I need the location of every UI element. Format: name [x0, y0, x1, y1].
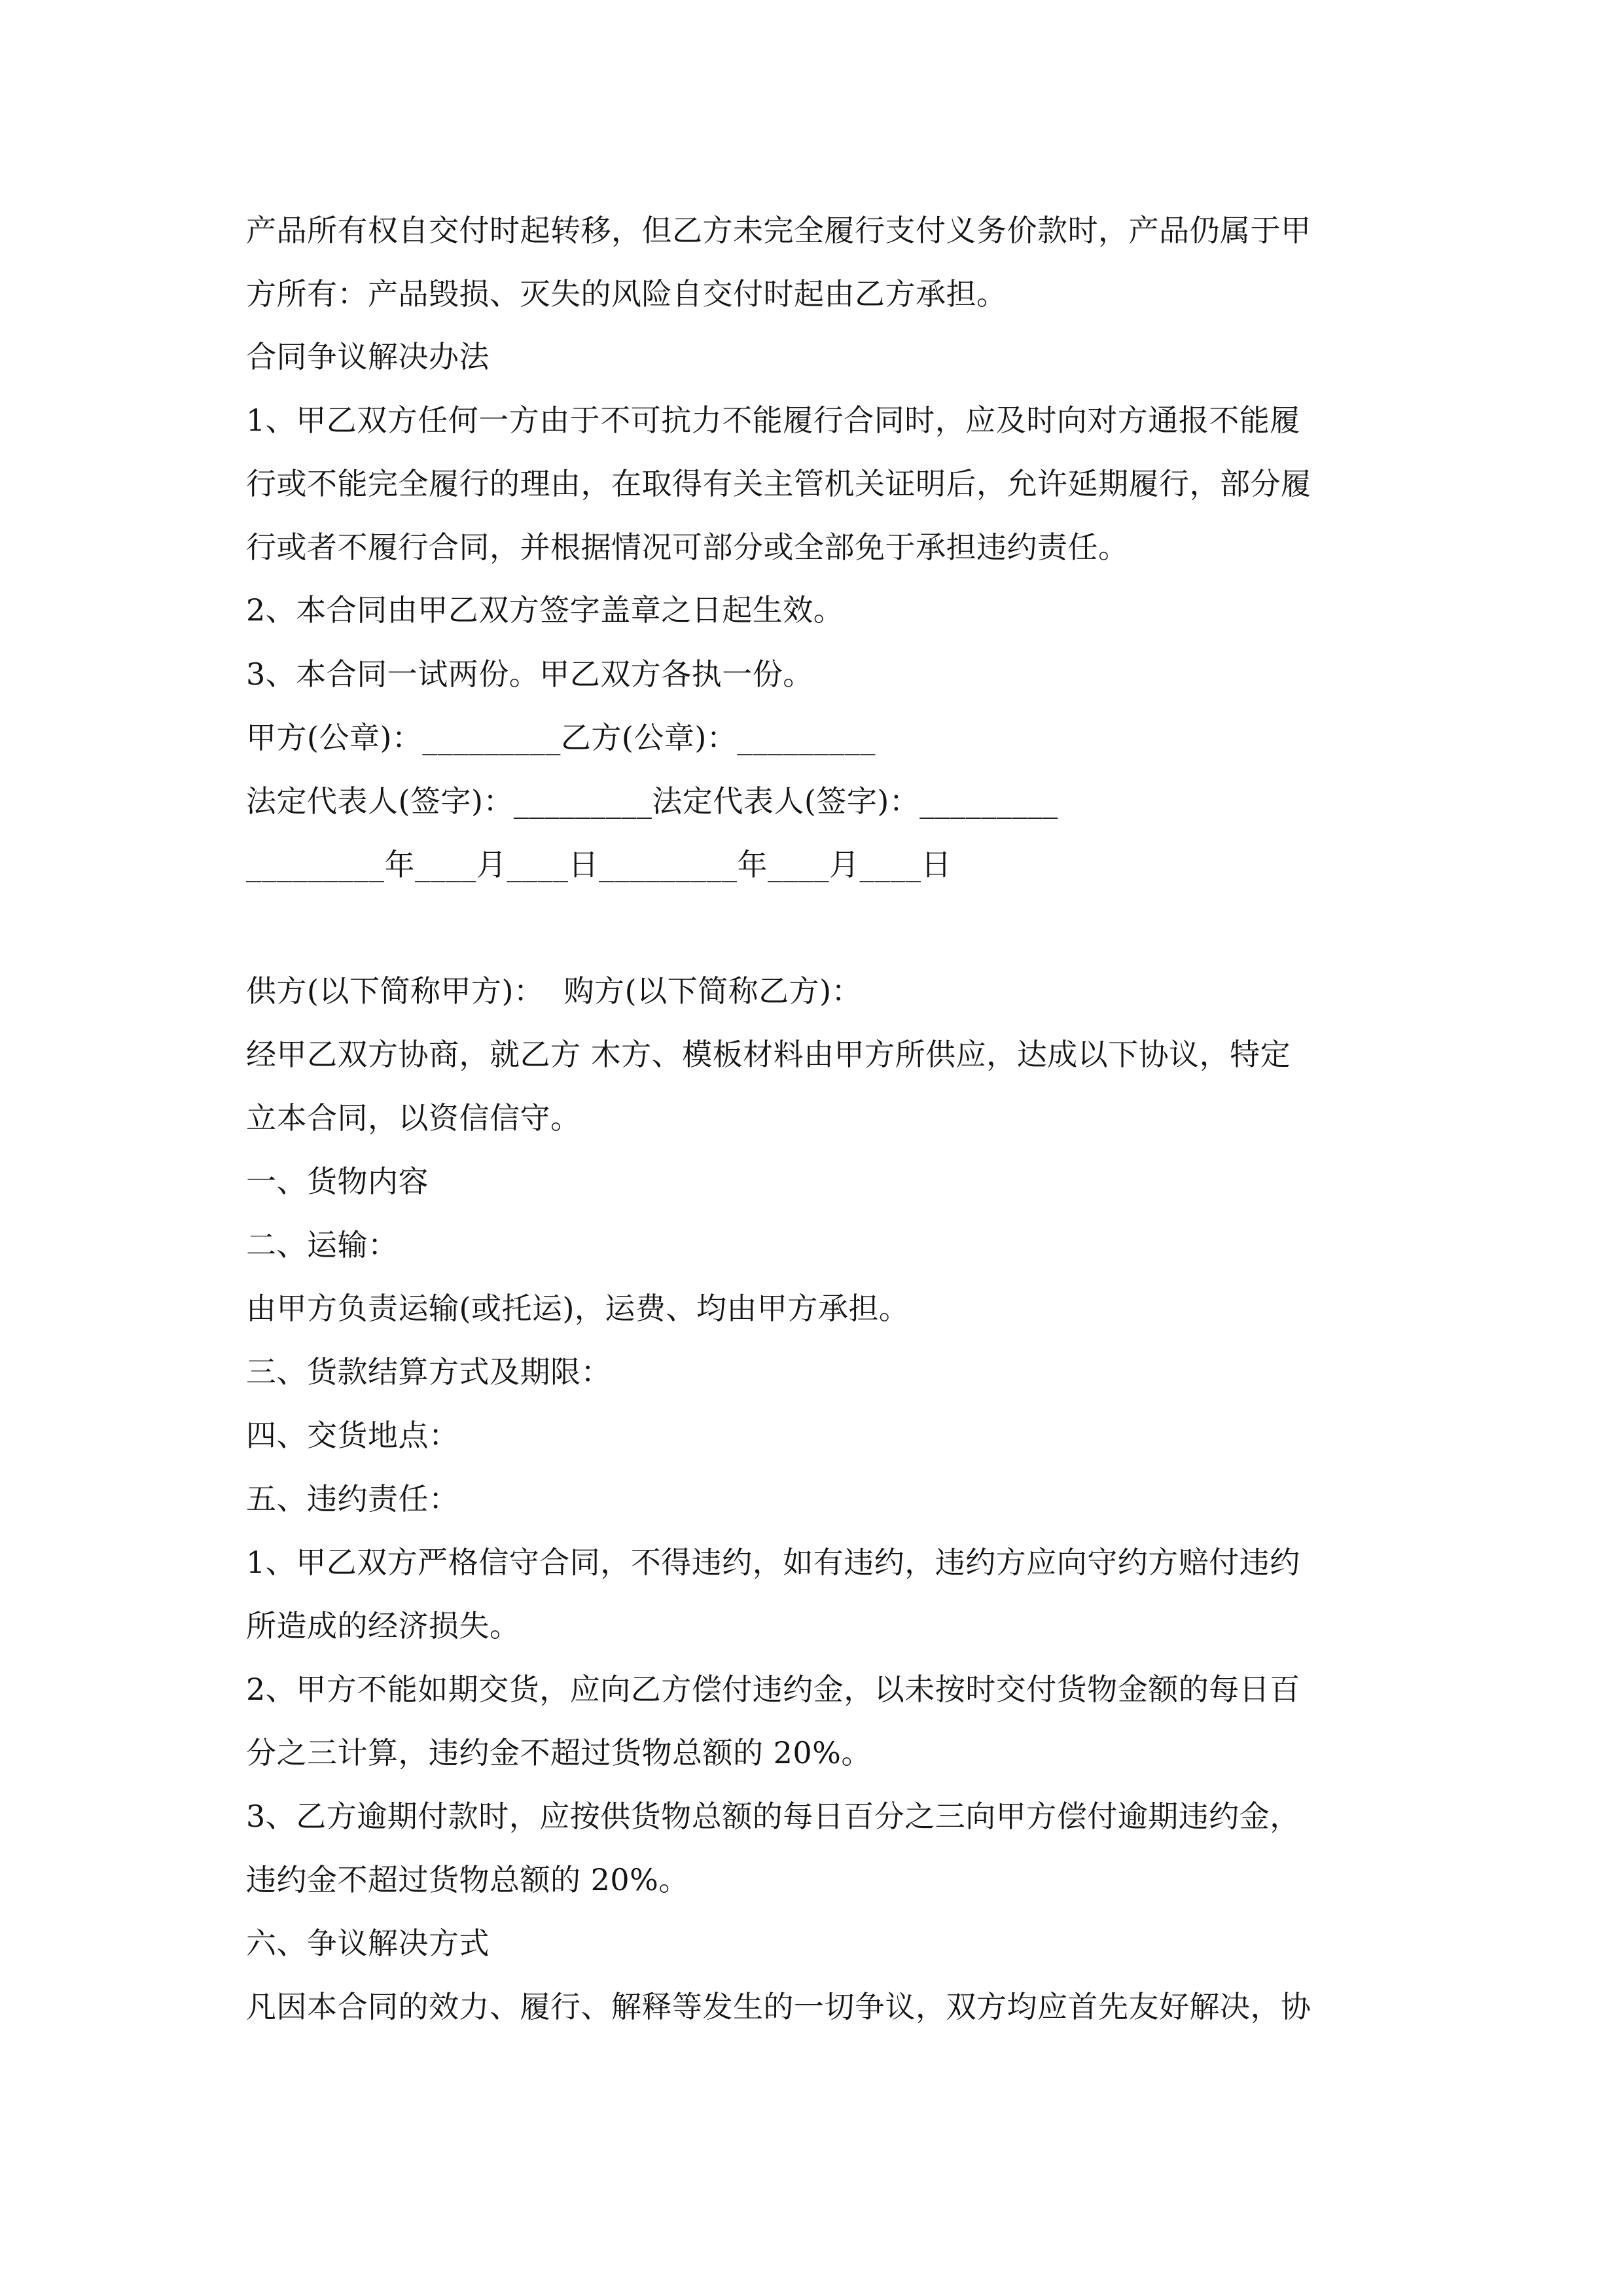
text-line: 3、本合同一试两份。甲乙双方各执一份。: [246, 656, 813, 692]
text-line: 方所有：产品毁损、灭失的风险自交付时起由乙方承担。: [246, 276, 1007, 312]
section-heading: 二、运输：: [246, 1227, 399, 1263]
text-line: 产品所有权自交付时起转移，但乙方未完全履行支付义务价款时，产品仍属于甲: [246, 213, 1311, 248]
date-line: _________年____月____日_________年____月____日: [246, 847, 952, 882]
text-line: 2、本合同由甲乙双方签字盖章之日起生效。: [246, 592, 844, 628]
text-line: 凡因本合同的效力、履行、解释等发生的一切争议，双方均应首先友好解决，协: [246, 1989, 1311, 2024]
parties-line: 供方(以下简称甲方)： 购方(以下简称乙方)：: [246, 973, 863, 1009]
text-line: 由甲方负责运输(或托运)，运费、均由甲方承担。: [246, 1291, 910, 1326]
text-line: 行或不能完全履行的理由，在取得有关主管机关证明后，允许延期履行，部分履: [246, 466, 1311, 501]
section-heading: 合同争议解决办法: [246, 339, 490, 374]
section-heading: 三、货款结算方式及期限：: [246, 1354, 611, 1390]
text-line: 行或者不履行合同，并根据情况可部分或全部免于承担违约责任。: [246, 529, 1129, 565]
text-line: 1、甲乙双方任何一方由于不可抗力不能履行合同时，应及时向对方通报不能履: [246, 403, 1300, 438]
text-line: 经甲乙双方协商，就乙方 木方、模板材料由甲方所供应，达成以下协议，特定: [246, 1037, 1291, 1072]
section-heading: 五、违约责任：: [246, 1481, 459, 1516]
text-line: 分之三计算，违约金不超过货物总额的 20%。: [246, 1735, 872, 1770]
section-heading: 六、争议解决方式: [246, 1926, 490, 1961]
text-line: 2、甲方不能如期交货，应向乙方偿付违约金，以未按时交付货物金额的每日百: [246, 1672, 1300, 1707]
text-line: 违约金不超过货物总额的 20%。: [246, 1862, 689, 1897]
text-line: 立本合同，以资信信守。: [246, 1100, 581, 1136]
text-line: 3、乙方逾期付款时，应按供货物总额的每日百分之三向甲方偿付逾期违约金，: [246, 1799, 1300, 1834]
signature-line: 法定代表人(签字)：_________法定代表人(签字)：_________: [246, 783, 1058, 819]
signature-line: 甲方(公章)：_________乙方(公章)：_________: [246, 720, 876, 755]
text-line: 1、甲乙双方严格信守合同，不得违约，如有违约，违约方应向守约方赔付违约: [246, 1545, 1300, 1580]
section-heading: 一、货物内容: [246, 1164, 429, 1199]
section-heading: 四、交货地点：: [246, 1418, 459, 1453]
text-line: 所造成的经济损失。: [246, 1608, 520, 1643]
